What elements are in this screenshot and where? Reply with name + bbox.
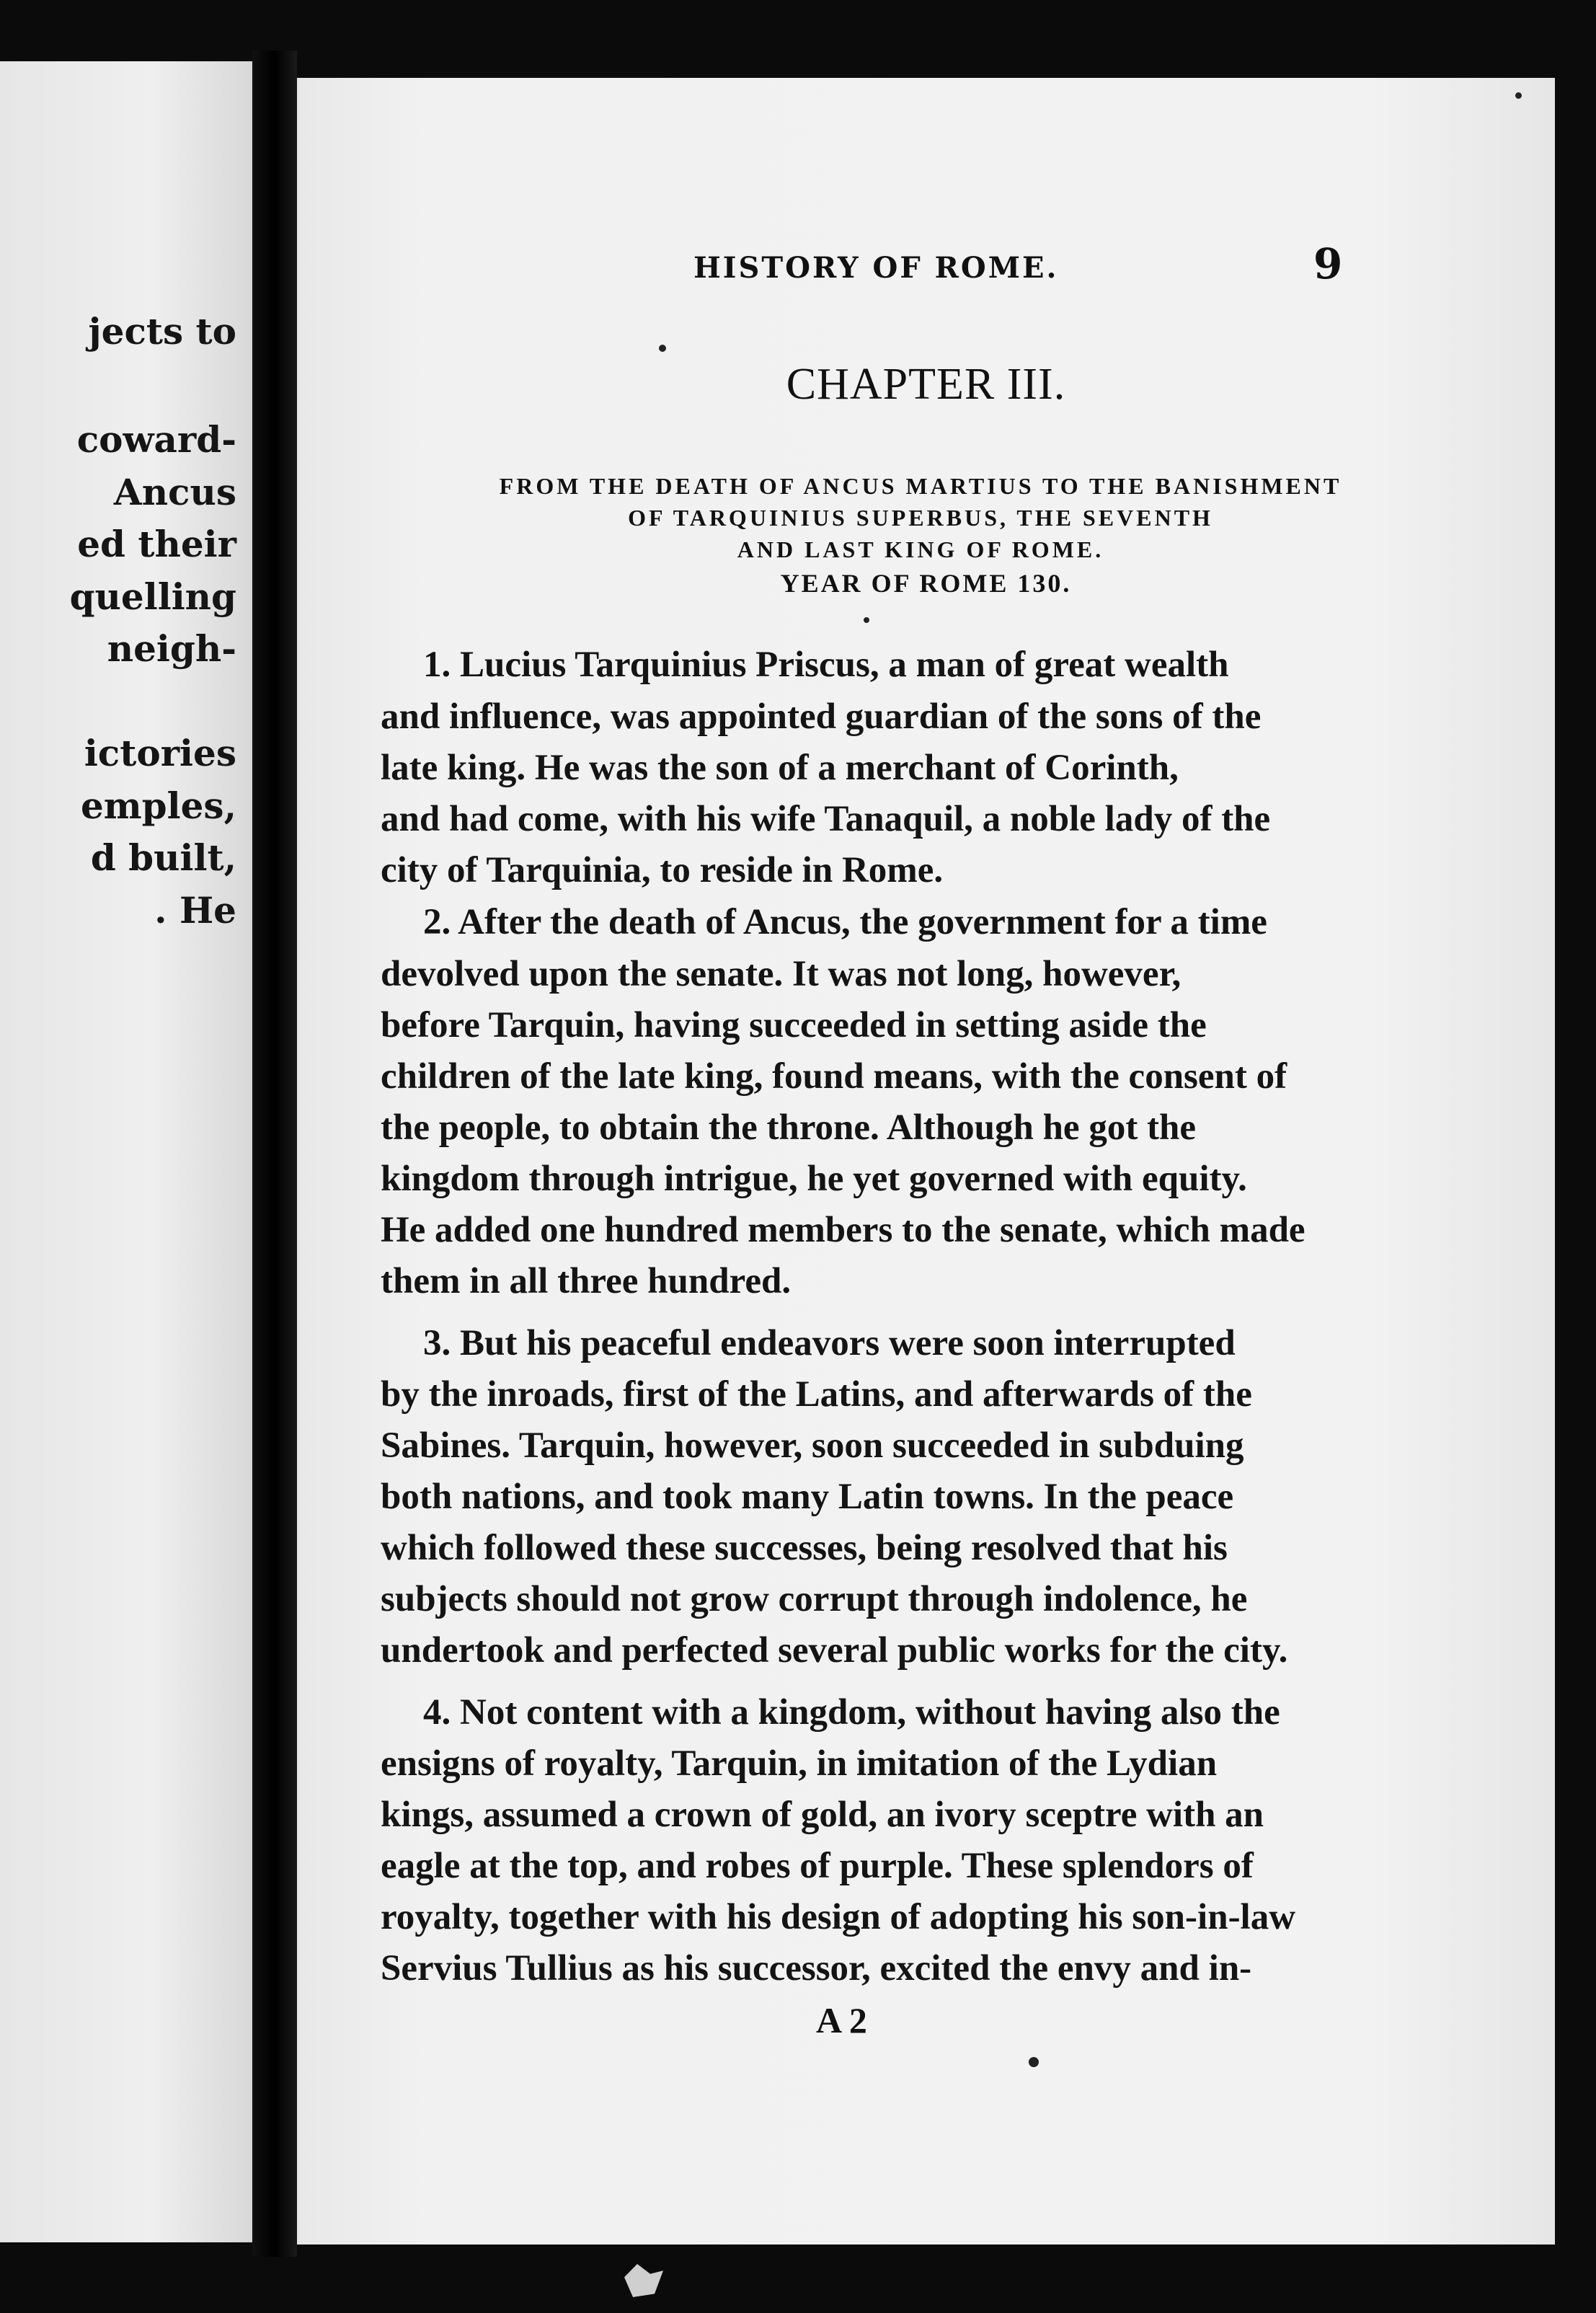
body-line: devolved upon the senate. It was not long, however, [381,954,1182,994]
chapter-subtitle-line: AND LAST KING OF ROME. [737,536,1104,562]
body-line: 1. Lucius Tarquinius Priscus, a man of great wealth [423,645,1229,685]
body-line: them in all three hundred. [381,1261,792,1301]
body-line: Sabines. Tarquin, however, soon succeeded in subduing [381,1425,1244,1466]
left-page-fragment: coward- [76,418,236,461]
body-line: 2. After the death of Ancus, the government for a time [423,902,1267,942]
left-page-edge [0,61,252,2242]
running-head: HISTORY OF ROME. [693,251,1059,285]
ink-speck [864,617,869,623]
left-page-fragment: neigh- [107,627,236,670]
book-gutter [252,50,297,2257]
chapter-subtitle-line: FROM THE DEATH OF ANCUS MARTIUS TO THE BANISHMENT [499,473,1342,499]
chapter-subtitle-line: OF TARQUINIUS SUPERBUS, THE SEVENTH [628,505,1213,531]
ink-speck [1029,2057,1039,2067]
body-line: ensigns of royalty, Tarquin, in imitation of the Lydian [381,1743,1218,1784]
left-page-fragment: emples, [80,784,236,827]
body-line: undertook and perfected several public works for the city. [381,1630,1288,1671]
left-page-fragment: . He [154,889,236,932]
left-page-fragment: ictories [84,732,236,774]
chapter-title: CHAPTER III. [786,360,1066,409]
right-page [297,78,1555,2245]
body-line: kingdom through intrigue, he yet governed with equity. [381,1159,1247,1199]
left-page-fragment: ed their [77,523,236,565]
year-line: YEAR OF ROME 130. [780,569,1072,598]
body-line: late king. He was the son of a merchant of Corinth, [381,748,1179,788]
body-line: the people, to obtain the throne. Although he got the [381,1107,1197,1148]
page-number: 9 [1313,239,1343,288]
body-line: before Tarquin, having succeeded in setting aside the [381,1005,1207,1045]
body-line: both nations, and took many Latin towns. In the peace [381,1477,1234,1517]
body-line: royalty, together with his design of adopting his son-in-law [381,1897,1296,1937]
body-line: and had come, with his wife Tanaquil, a noble lady of the [381,799,1271,839]
body-line: by the inroads, first of the Latins, and afterwards of the [381,1374,1252,1415]
body-line: subjects should not grow corrupt through indolence, he [381,1579,1248,1619]
body-line: which followed these successes, being resolved that his [381,1528,1228,1568]
body-line: 4. Not content with a kingdom, without having also the [423,1692,1280,1733]
body-line: children of the late king, found means, with the consent of [381,1056,1287,1097]
left-page-fragment: d built, [90,836,236,879]
left-page-fragment: quelling [69,575,236,618]
body-line: city of Tarquinia, to reside in Rome. [381,850,944,890]
body-line: and influence, was appointed guardian of the sons of the [381,696,1262,737]
body-line: kings, assumed a crown of gold, an ivory sceptre with an [381,1795,1264,1835]
ink-speck [659,345,666,352]
body-line: eagle at the top, and robes of purple. These splendors of [381,1846,1254,1886]
body-line: 3. But his peaceful endeavors were soon interrupted [423,1323,1236,1363]
left-page-fragment: Ancus [113,471,236,513]
left-page-fragment: jects to [88,310,236,353]
body-line: Servius Tullius as his successor, excited the envy and in- [381,1948,1252,1989]
signature-mark: A 2 [816,2000,867,2040]
ink-speck [1515,92,1522,99]
scan-debris-mark [620,2264,663,2297]
body-line: He added one hundred members to the senate, which made [381,1210,1305,1250]
